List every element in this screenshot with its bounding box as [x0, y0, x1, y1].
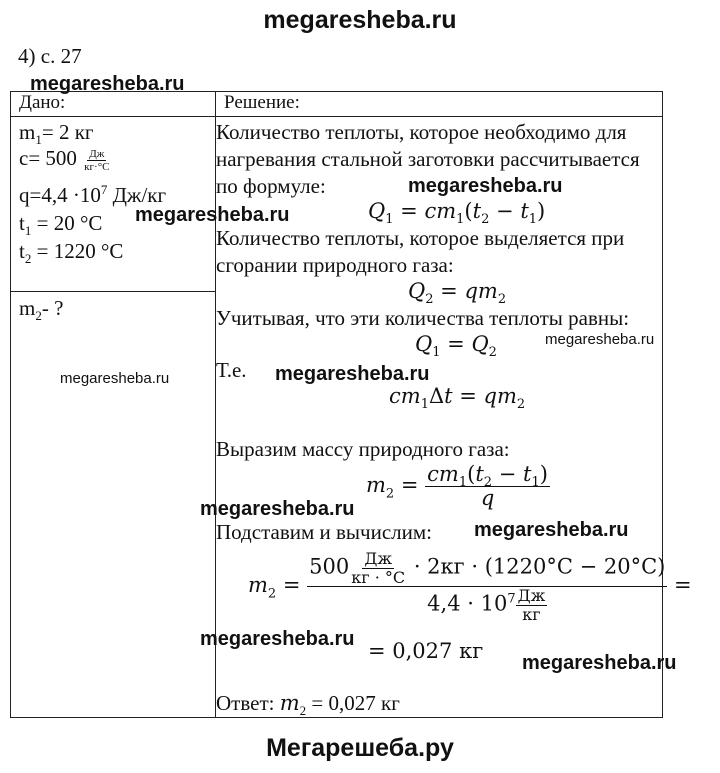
- given-t1: $t_1 = 20$ °С: [19, 211, 103, 239]
- formula-equal: $Q_1 = Q_2$: [415, 332, 497, 361]
- find-m2: $m_2-$ ?: [19, 296, 64, 324]
- watermark: megaresheba.ru: [200, 628, 355, 650]
- watermark: megaresheba.ru: [474, 519, 629, 541]
- given-m1: $m_1= 2$ кг: [19, 120, 94, 148]
- solution-line-4: Количество теплоты, которое выделяется при: [216, 226, 625, 250]
- watermark: megaresheba.ru: [545, 331, 655, 348]
- watermark: megaresheba.ru: [135, 204, 290, 226]
- formula-q1: $Q_1 = cm_1(t_2 - t_1)$: [368, 199, 546, 228]
- find-cell: [11, 292, 216, 718]
- site-header: megaresheba.ru: [263, 6, 457, 34]
- watermark: megaresheba.ru: [200, 498, 355, 520]
- given-c: c= 500 $\frac{Дж}{кг\cdot^\circ С}$: [19, 146, 110, 173]
- formula-balance: $cm_1\Delta t = qm_2$: [389, 384, 526, 413]
- given-header: Дано:: [11, 92, 216, 117]
- formula-m2-fraction: $\frac{cm_1(t_2 - t_1)}{q}$: [427, 462, 548, 511]
- solution-line-8: Выразим массу природного газа:: [216, 437, 510, 461]
- solution-line-9: Подставим и вычислим:: [216, 520, 432, 544]
- given-q: $q=4,4 \cdot 10^7$ Дж/кг: [19, 182, 167, 207]
- given-c-unit: $\frac{Дж}{кг\cdot^\circ С}$: [84, 147, 110, 173]
- watermark: megaresheba.ru: [522, 652, 677, 674]
- calculation-fraction: 500 $\frac{Дж}{кг \cdot ^\circ С}$ · 2кг · (1220°С − 20°С) $4,4 \cdot 10^7$ $\frac{Дж}{кг}$: [309, 549, 666, 624]
- solution-line-5: сгорании природного газа:: [216, 253, 454, 277]
- formula-calculation: $m_2$ = 500 $\frac{Дж}{кг \cdot ^\circ С}$ · 2кг · (1220°С − 20°С) $4,4 \cdot 10^7$ $\frac{Дж}{кг}$ =: [248, 549, 692, 624]
- watermark: megaresheba.ru: [60, 370, 170, 387]
- answer-line: Ответ: $m_2 = 0,027$ кг: [216, 691, 400, 719]
- solution-line-7: Т.е.: [216, 358, 247, 382]
- formula-q2: $Q_2 = qm_2$: [408, 279, 507, 308]
- calc-unit-heat-of-combustion: $\frac{Дж}{кг}$: [517, 586, 546, 624]
- watermark: megaresheba.ru: [30, 73, 185, 95]
- solution-line-6: Учитывая, что эти количества теплоты равны:: [216, 306, 630, 330]
- formula-m2: $m_2$ = $\frac{cm_1(t_2 - t_1)}{q}$: [366, 462, 548, 511]
- calc-unit-specific-heat: $\frac{Дж}{кг \cdot ^\circ С}$: [351, 549, 406, 587]
- task-reference: 4) с. 27: [18, 44, 82, 68]
- watermark: megaresheba.ru: [275, 363, 430, 385]
- solution-line-1: Количество теплоты, которое необходимо для: [216, 120, 627, 144]
- solution-line-2: нагревания стальной заготовки рассчитывается: [216, 147, 640, 171]
- given-t2: $t_2 = 1220$ °С: [19, 239, 124, 267]
- solution-line-3: по формуле:: [216, 174, 326, 198]
- site-footer: Мегарешеба.ру: [266, 734, 454, 762]
- watermark: megaresheba.ru: [408, 175, 563, 197]
- solution-header: Решение:: [216, 92, 663, 117]
- calculation-result: = 0,027 кг: [368, 639, 484, 663]
